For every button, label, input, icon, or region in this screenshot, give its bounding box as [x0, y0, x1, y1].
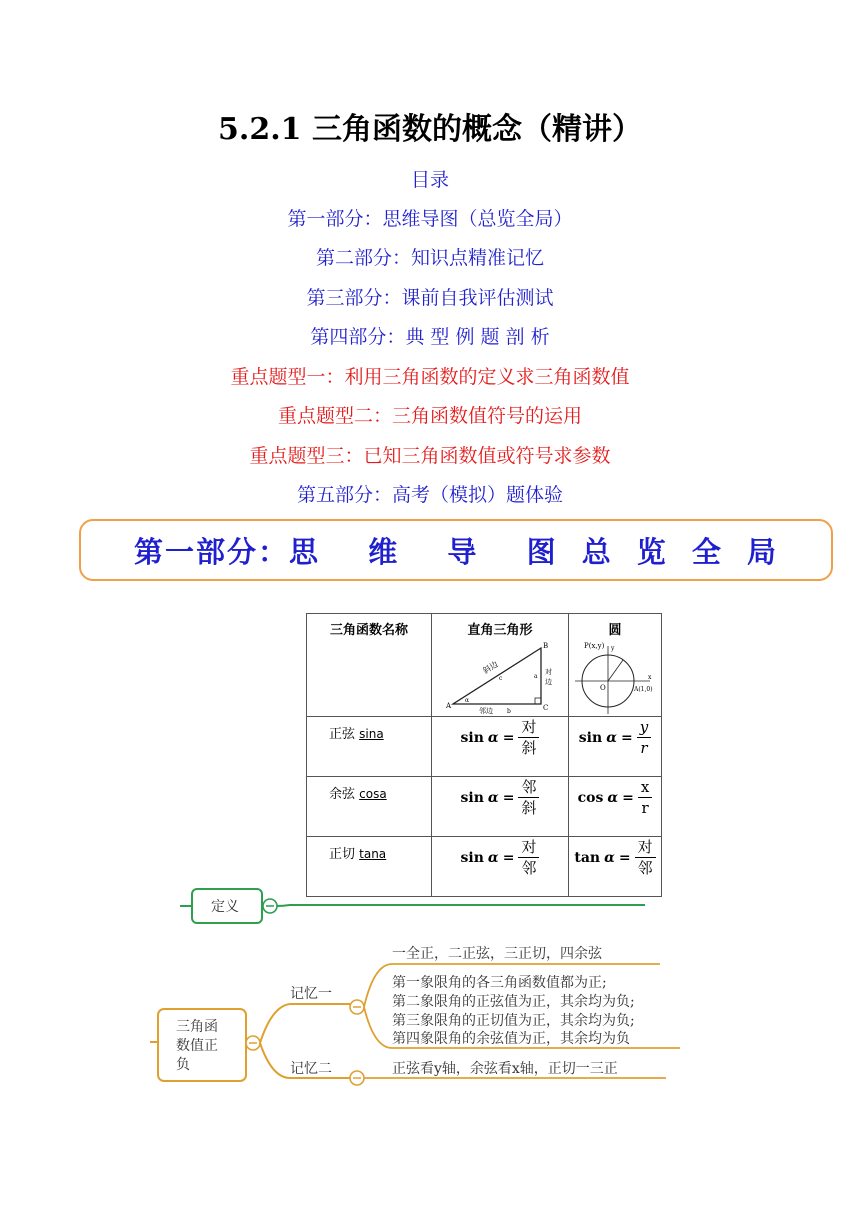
banner-title: 第一部分：思 维 导 图 总 览 全 局	[134, 534, 778, 569]
point-p: P(x,y)	[584, 642, 605, 650]
point-a: A(1,0)	[634, 686, 653, 693]
row-cosine-circle: cos α = $\frac{x}{r}$	[569, 777, 662, 837]
header-triangle	[432, 614, 569, 717]
right-triangle-figure	[433, 636, 567, 716]
toc-item-4[interactable]: 第四部分：典 型 例 题 剖 析	[310, 326, 550, 348]
toc-item-6[interactable]: 重点题型二：三角函数值符号的运用	[277, 405, 582, 427]
quadrant-line-4: 第四象限角的余弦值为正，其余均为负	[392, 1031, 630, 1047]
side-b: b	[507, 708, 511, 715]
sign-node-line-1: 三角函	[176, 1019, 218, 1035]
angle-alpha: α	[465, 697, 470, 704]
page-title: 5.2.1 三角函数的概念（精讲）	[218, 112, 642, 147]
row-tangent-circle: tan α = $\frac{\text{对}}{\text{邻}}$	[569, 837, 662, 897]
section-banner	[79, 519, 833, 581]
quadrant-line-1: 第一象限角的各三角函数值都为正;	[392, 975, 607, 991]
vertex-a: A	[446, 702, 452, 710]
vertex-c: C	[543, 704, 549, 712]
toc-item-7[interactable]: 重点题型三：已知三角函数值或符号求参数	[249, 445, 611, 467]
row-cosine-name: 余弦 cosa	[307, 777, 432, 837]
quadrant-line-2: 第二象限角的正弦值为正，其余均为负;	[392, 994, 635, 1010]
mindmap	[0, 870, 860, 1110]
trig-table	[306, 613, 662, 897]
memory2-label: 记忆二	[290, 1061, 332, 1077]
row-tangent-name: 正切 tana	[307, 837, 432, 897]
toc-item-5[interactable]: 重点题型一：利用三角函数的定义求三角函数值	[230, 366, 630, 388]
toc-item-1[interactable]: 第一部分：思维导图（总览全局）	[287, 208, 573, 230]
memory1-label: 记忆一	[290, 986, 332, 1002]
toc-item-8[interactable]: 第五部分：高考（模拟）题体验	[296, 484, 563, 506]
rule-bottom-text: 正弦看y轴，余弦看x轴，正切一三正	[392, 1061, 618, 1077]
vertex-b: B	[543, 642, 549, 650]
definition-node-label: 定义	[211, 899, 239, 915]
toc-heading: 目录	[410, 169, 449, 191]
memory1-connector	[260, 1004, 350, 1043]
header-circle	[569, 614, 662, 717]
unit-circle-figure	[570, 636, 660, 716]
header-circle-label: 圆	[608, 623, 622, 638]
label-hyp: 斜边	[481, 659, 500, 676]
side-c: c	[499, 675, 503, 682]
header-name: 三角函数名称	[307, 614, 432, 717]
row-tangent-triangle: sin α = $\frac{\text{对}}{\text{邻}}$	[432, 837, 569, 897]
toc-item-3[interactable]: 第三部分：课前自我评估测试	[306, 287, 554, 309]
axis-x: x	[648, 674, 652, 681]
quadrant-line-3: 第三象限角的正切值为正，其余均为负;	[392, 1013, 635, 1029]
label-opp-2: 边	[545, 678, 552, 686]
label-opp-1: 对	[545, 668, 552, 676]
side-a: a	[534, 673, 538, 680]
header-triangle-label: 直角三角形	[467, 623, 533, 638]
definition-connector	[277, 905, 645, 906]
rule-top-text: 一全正，二正弦，三正切，四余弦	[392, 946, 602, 962]
row-cosine-triangle: sin α = $\frac{\text{邻}}{\text{斜}}$	[432, 777, 569, 837]
axis-y: y	[611, 645, 615, 652]
label-adj: 邻边	[479, 707, 493, 715]
row-sine-circle: sin α = $\frac{y}{r}$	[569, 717, 662, 777]
sign-node-line-3: 负	[176, 1057, 190, 1073]
row-sine-name: 正弦 sina	[307, 717, 432, 777]
origin-o: O	[600, 684, 606, 692]
row-sine-triangle: sin α = $\frac{\text{对}}{\text{斜}}$	[432, 717, 569, 777]
toc-item-2[interactable]: 第二部分：知识点精准记忆	[315, 247, 544, 269]
sign-node-line-2: 数值正	[176, 1038, 218, 1054]
